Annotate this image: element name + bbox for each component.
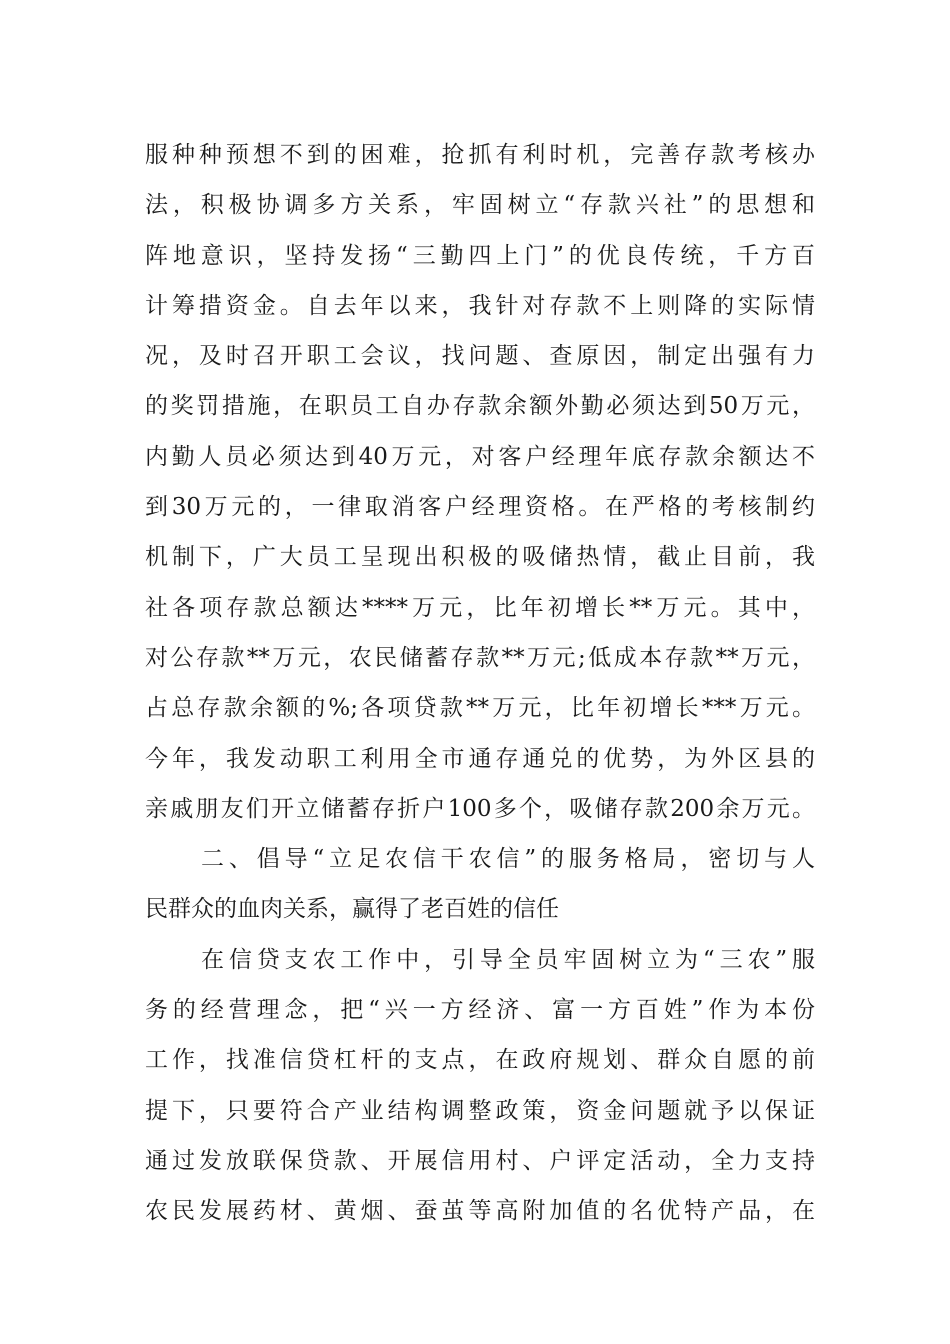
text-line: 务的经营理念，把“兴一方经济、富一方百姓”作为本份 (145, 997, 815, 1024)
text-line: 的奖罚措施，在职员工自办存款余额外勤必须达到50万元， (145, 393, 815, 420)
text-line: 提下，只要符合产业结构调整政策，资金问题就予以保证 (145, 1097, 815, 1124)
text-line: 法，积极协调多方关系，牢固树立“存款兴社”的思想和 (145, 192, 815, 219)
text-line: 通过发放联保贷款、开展信用村、户评定活动，全力支持 (145, 1147, 815, 1174)
text-line: 机制下，广大员工呈现出积极的吸储热情，截止目前，我 (145, 544, 815, 571)
text-line: 阵地意识，坚持发扬“三勤四上门”的优良传统，千方百 (145, 242, 815, 269)
text-line: 亲戚朋友们开立储蓄存折户100多个，吸储存款200余万元。 (145, 795, 815, 822)
text-line: 农民发展药材、黄烟、蚕茧等高附加值的名优特产品，在 (145, 1198, 815, 1225)
section-heading (145, 834, 815, 935)
text-line: 况，及时召开职工会议，找问题、查原因，制定出强有力 (145, 343, 815, 370)
document-page (145, 130, 815, 1237)
text-line: 到30万元的，一律取消客户经理资格。在严格的考核制约 (145, 494, 815, 521)
text-line: 计筹措资金。自去年以来，我针对存款不上则降的实际情 (145, 292, 815, 319)
text-line: 内勤人员必须达到40万元，对客户经理年底存款余额达不 (145, 443, 815, 470)
text-line: 工作，找准信贷杠杆的支点，在政府规划、群众自愿的前 (145, 1047, 815, 1074)
text-line: 在信贷支农工作中，引导全员牢固树立为“三农”服 (201, 946, 815, 973)
text-line: 服种种预想不到的困难，抢抓有利时机，完善存款考核办 (145, 142, 815, 168)
text-line: 占总存款余额的%;各项贷款**万元，比年初增长***万元。 (145, 695, 815, 722)
text-line: 二、倡导“立足农信干农信”的服务格局，密切与人 (201, 846, 815, 873)
text-line: 民群众的血肉关系，赢得了老百姓的信任 (145, 896, 559, 923)
text-line: 今年，我发动职工利用全市通存通兑的优势，为外区县的 (145, 745, 815, 772)
paragraph (145, 935, 815, 1237)
text-line: 对公存款**万元，农民储蓄存款**万元;低成本存款**万元， (145, 644, 815, 671)
paragraph (145, 130, 815, 834)
text-line: 社各项存款总额达****万元，比年初增长**万元。其中， (145, 594, 815, 621)
